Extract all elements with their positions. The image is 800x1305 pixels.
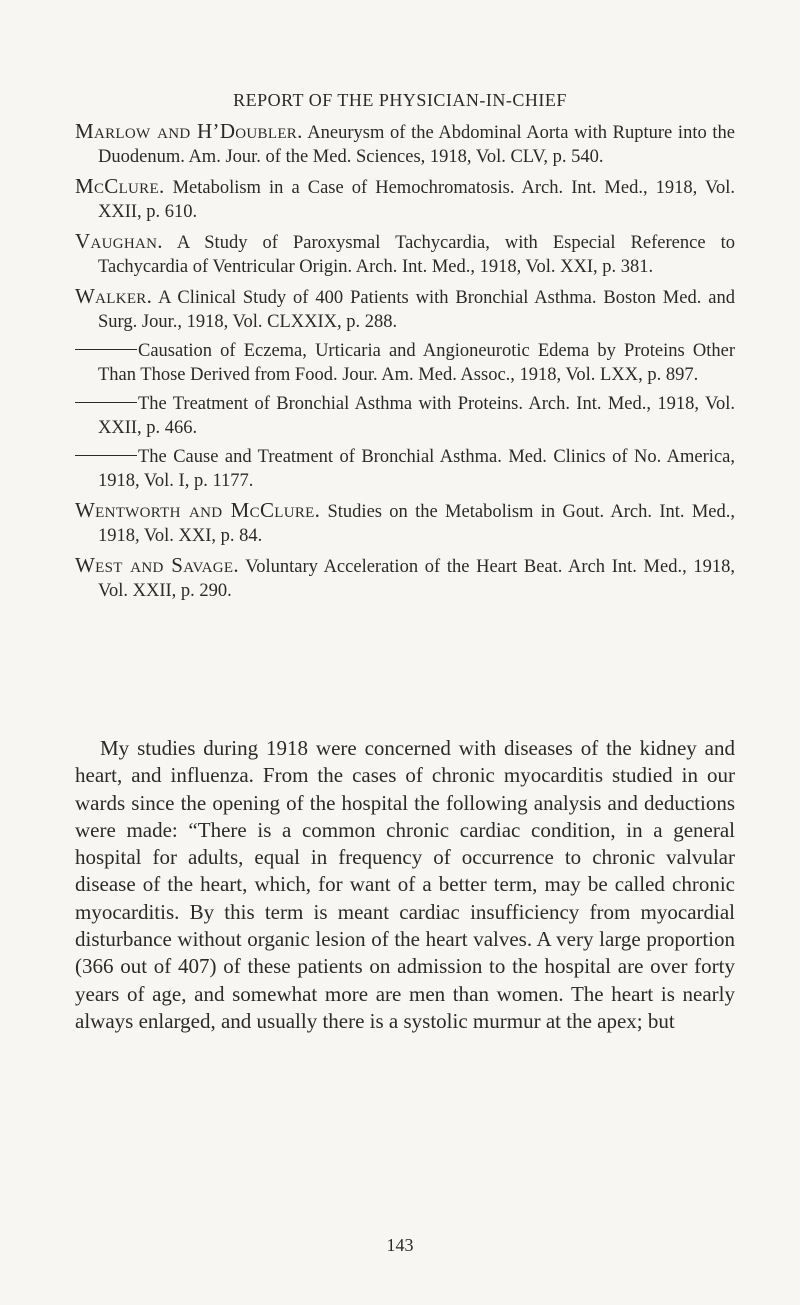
running-title: REPORT OF THE PHYSICIAN-IN-CHIEF [233,90,567,110]
bibliography-entry [75,446,735,493]
bibliography-entry [75,285,735,334]
entry-author: Walker. [75,284,153,308]
bibliography-entry [75,120,735,169]
bibliography-entry [75,393,735,440]
bibliography-entry [75,175,735,224]
entry-author: McClure. [75,174,165,198]
entry-author: Wentworth and McClure. [75,498,321,522]
ditto-dash [75,402,137,403]
entry-author: West and Savage. [75,553,239,577]
entry-text: Aneurysm of the Abdominal Aorta with Rupture into the Duodenum. Am. Jour. of the Med. Sciences, 1918, Vol. CLV, p. 540. [98,123,735,167]
bibliography-entry [75,340,735,387]
bibliography-list [75,120,735,609]
entry-text: Metabolism in a Case of Hemochromatosis. Arch. Int. Med., 1918, Vol. XXII, p. 610. [98,178,735,222]
entry-text: A Clinical Study of 400 Patients with Bronchial Asthma. Boston Med. and Surg. Jour., 1918, Vol. CLXXIX, p. 288. [98,288,735,332]
bibliography-entry [75,499,735,548]
body-paragraph: My studies during 1918 were concerned with diseases of the kidney and heart, and influenza. From the cases of chronic myocarditis studied in our wards since the opening of the hospital the following analysis and deductions were made: “There is a common chronic cardiac condition, in a general hospital for adults, equal in frequency of occurrence to chronic valvular disease of the heart, which, for want of a better term, may be called chronic myocarditis. By this term is meant cardiac insufficiency from myocardial disturbance without organic lesion of the heart valves. A very large proportion (366 out of 407) of these patients on admission to the hospital are over forty years of age, and somewhat more are men than women. The heart is nearly always enlarged, and usually there is a systolic murmur at the apex; but [75,736,735,1033]
ditto-dash [75,349,137,350]
ditto-dash [75,455,137,456]
entry-text: The Treatment of Bronchial Asthma with Proteins. Arch. Int. Med., 1918, Vol. XXII, p. 466. [98,394,735,438]
page-number: 143 [386,1235,414,1255]
entry-text: A Study of Paroxysmal Tachycardia, with Especial Reference to Tachycardia of Ventricular Origin. Arch. Int. Med., 1918, Vol. XXI, p. 381. [98,233,735,277]
entry-text: Voluntary Acceleration of the Heart Beat. Arch Int. Med., 1918, Vol. XXII, p. 290. [98,557,736,601]
entry-author: Vaughan. [75,229,163,253]
entry-text: Causation of Eczema, Urticaria and Angioneurotic Edema by Proteins Other Than Those Derived from Food. Jour. Am. Med. Assoc., 1918, Vol. LXX, p. 897. [98,341,735,385]
entry-text: Studies on the Metabolism in Gout. Arch. Int. Med., 1918, Vol. XXI, p. 84. [98,502,735,546]
entry-text: The Cause and Treatment of Bronchial Asthma. Med. Clinics of No. America, 1918, Vol. I, p. 1177. [98,447,735,491]
entry-author: Marlow and H’Doubler. [75,119,303,143]
bibliography-entry [75,230,735,279]
bibliography-entry [75,554,735,603]
